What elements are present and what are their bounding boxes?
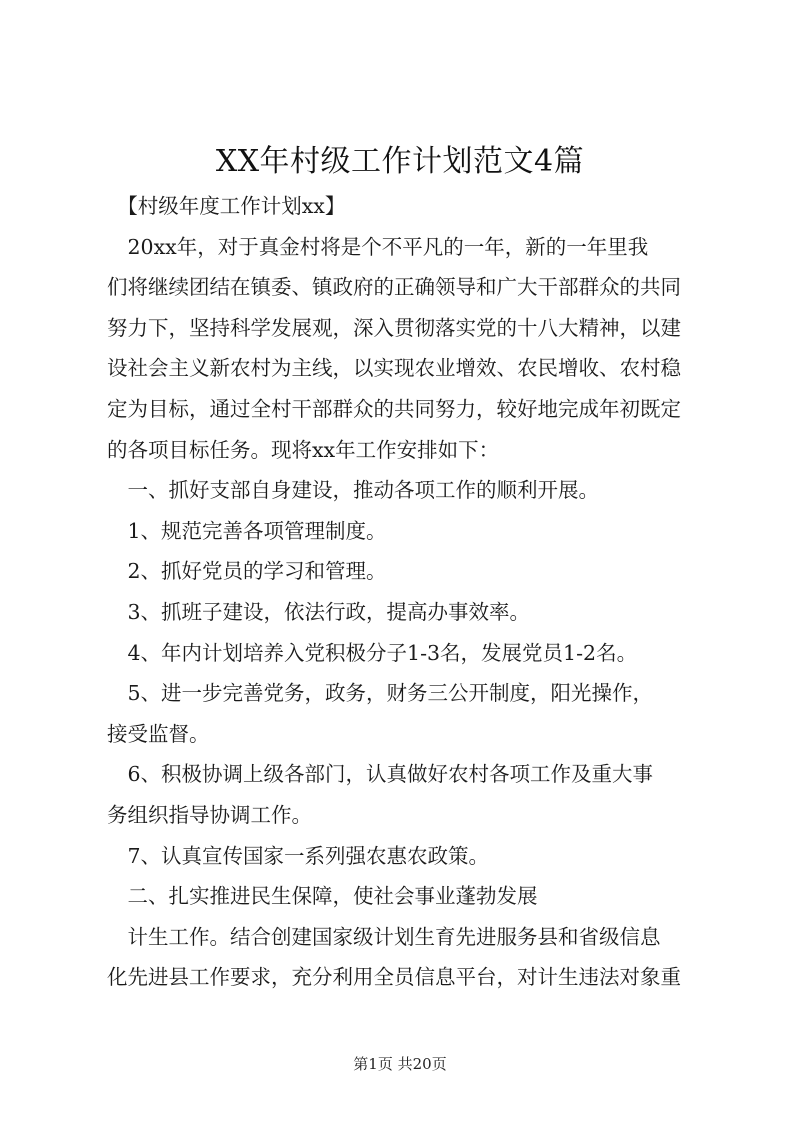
text-line: 20xx年，对于真金村将是个不平凡的一年，新的一年里我: [107, 234, 649, 259]
text-line: 5、进一步完善党务，政务，财务三公开制度，阳光操作，: [107, 681, 654, 706]
text-line: 务组织指导协调工作。: [107, 802, 312, 827]
text-line: 3、抓班子建设，依法行政，提高办事效率。: [107, 599, 531, 624]
text-line: 的各项目标任务。现将xx年工作安排如下：: [107, 437, 500, 462]
text-line: 们将继续团结在镇委、镇政府的正确领导和广大干部群众的共同: [107, 275, 681, 300]
text-line: 努力下，坚持科学发展观，深入贯彻落实党的十八大精神，以建: [107, 315, 681, 340]
text-line: 接受监督。: [107, 721, 210, 746]
text-line: 【村级年度工作计划xx】: [107, 194, 346, 218]
text-line: 定为目标，通过全村干部群众的共同努力，较好地完成年初既定: [107, 396, 681, 421]
text-line: 6、积极协调上级各部门，认真做好农村各项工作及重大事: [107, 762, 654, 787]
text-line: 化先进县工作要求，充分利用全员信息平台，对计生违法对象重: [107, 965, 681, 990]
text-line: 2、抓好党员的学习和管理。: [107, 559, 387, 584]
text-line: 计生工作。结合创建国家级计划生育先进服务县和省级信息: [107, 924, 661, 949]
text-line: 设社会主义新农村为主线，以实现农业增效、农民增收、农村稳: [107, 356, 681, 381]
text-line: 4、年内计划培养入党积极分子1-3名，发展党员1-2名。: [107, 640, 638, 665]
document-body: [107, 186, 701, 998]
page-footer: 第1页 共20页: [353, 1055, 447, 1073]
text-line: 7、认真宣传国家一系列强农惠农政策。: [107, 843, 490, 868]
text-line: 1、规范完善各项管理制度。: [107, 518, 387, 543]
text-line: 二、扎实推进民生保障，使社会事业蓬勃发展: [107, 884, 538, 909]
text-line: 一、抓好支部自身建设，推动各项工作的顺利开展。: [107, 478, 599, 503]
document-title: XX年村级工作计划范文4篇: [215, 144, 585, 179]
